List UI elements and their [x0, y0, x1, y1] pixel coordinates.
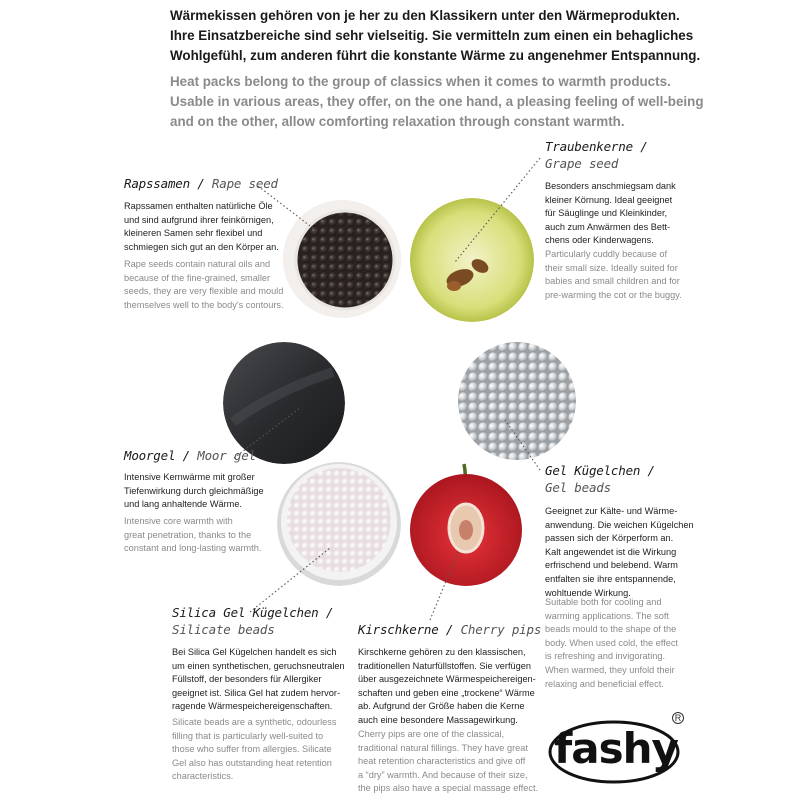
intro-german-line: Ihre Einsatzbereiche sind sehr vielseitig. Sie vermitteln zum einen ein behagliches: [170, 28, 694, 43]
text-line: anwendung. Die weichen Kügelchen: [545, 519, 694, 530]
text-line: ab. Aufgrund der Größe haben die Kerne: [358, 701, 525, 712]
text-line: Füllstoff, der besonders für Allergiker: [172, 674, 322, 685]
grape-seed-title-de: Traubenkerne /: [545, 139, 648, 154]
text-line: those who suffer from allergies. Silicate: [172, 744, 332, 755]
text-line: Particularly cuddly because of: [545, 249, 668, 259]
moor-gel-title-en: Moor gel: [197, 448, 256, 463]
text-line: Tiefenwirkung durch gleichmäßige: [124, 485, 264, 496]
text-line: their small size. Ideally suited for: [545, 262, 678, 273]
text-line: Besonders anschmiegsam dank: [545, 181, 676, 191]
rape-seed-connector: [258, 186, 318, 232]
text-line: wohltuende Wirkung.: [545, 587, 631, 598]
text-line: Kalt angewendet ist die Wirkung: [545, 546, 677, 557]
text-line: warming applications. The soft: [545, 610, 669, 621]
cherry-pips-title-en: Cherry pips: [460, 622, 542, 637]
text-line: Bei Silica Gel Kügelchen handelt es sich: [172, 647, 337, 657]
logo-wordmark: fashy: [554, 724, 678, 773]
text-line: kleiner Körnung. Ideal geeignet: [545, 194, 673, 205]
silicate-beads-title-de: Silica Gel Kügelchen /: [172, 605, 334, 620]
gel-beads-connector: [505, 420, 540, 470]
text-line: relaxing and beneficial effect.: [545, 678, 664, 689]
gel-beads-title-de: Gel Kügelchen /: [545, 463, 655, 478]
text-line: Geeignet zur Kälte- und Wärme-: [545, 506, 678, 516]
text-line: ragende Wärmespeichereigenschaften.: [172, 701, 333, 712]
text-line: passen sich der Körperform an.: [545, 533, 674, 544]
silicate-beads-connector: [250, 548, 330, 612]
intro-english-line: Heat packs belong to the group of classics when it comes to warmth products.: [170, 74, 671, 89]
text-line: für Säuglinge und Kleinkinder,: [545, 208, 668, 219]
text-line: und sind aufgrund ihrer feinkörnigen,: [124, 214, 274, 225]
text-line: über ausgezeichnete Wärmespeichereigen-: [358, 674, 536, 685]
text-line: traditional natural fillings. They have great: [358, 742, 528, 753]
cherry-pips-connector: [430, 552, 458, 620]
text-line: Rape seeds contain natural oils and: [124, 259, 271, 269]
moor-gel-title-de: Moorgel /: [124, 448, 190, 463]
text-line: a “dry” warmth. And because of their size,: [358, 769, 528, 780]
text-line: heat retention characteristics and give off: [358, 756, 526, 767]
text-line: Rapssamen enthalten natürliche Öle: [124, 201, 273, 211]
text-line: traditionellen Naturfüllstoffen. Sie verfügen: [358, 660, 531, 671]
intro-english-line: Usable in various areas, they offer, on the one hand, a pleasing feeling of well-being: [170, 94, 704, 109]
rape-seed-title-de: Rapssamen /: [124, 176, 205, 191]
cherry-pips-title-de: Kirschkerne /: [358, 622, 454, 637]
text-line: Silicate beads are a synthetic, odourless: [172, 717, 337, 727]
text-line: auch eine besondere Massagewirkung.: [358, 714, 518, 725]
text-line: Gel also has outstanding heat retention: [172, 757, 332, 768]
text-line: beads mould to the shape of the: [545, 624, 677, 635]
text-line: babies and small children and for: [545, 276, 680, 287]
text-line: When warmed, they unfold their: [545, 664, 675, 675]
text-line: filling that is particularly well-suited to: [172, 730, 324, 741]
text-line: um einen synthetischen, geruchsneutralen: [172, 660, 345, 671]
text-line: Cherry pips are one of the classical,: [358, 729, 505, 739]
text-line: because of the fine-grained, smaller: [124, 272, 271, 283]
grape-seed-connector: [455, 158, 540, 262]
text-line: geeignet ist. Silica Gel hat zudem hervor-: [172, 687, 341, 698]
intro-german-line: Wärmekissen gehören von je her zu den Klassikern unter den Wärmeprodukten.: [170, 8, 680, 23]
intro-english-line: and on the other, allow comforting relaxation through constant warmth.: [170, 114, 625, 129]
text-line: schaften und geben eine „trockene“ Wärme: [358, 687, 535, 698]
text-line: und lang anhaltende Wärme.: [124, 499, 242, 510]
text-line: seeds, they are very flexible and mould: [124, 286, 284, 297]
text-line: great penetration, thanks to the: [124, 529, 252, 540]
text-line: erfrischend und belebend. Warm: [545, 560, 678, 571]
text-line: Suitable both for cooling and: [545, 597, 662, 607]
rape-seed-title-en: Rape seed: [211, 176, 278, 191]
text-line: Kirschkerne gehören zu den klassischen,: [358, 647, 526, 657]
text-line: Intensive core warmth with: [124, 516, 233, 526]
text-line: schmiegen sich gut an den Körper an.: [124, 241, 279, 252]
moor-gel-connector: [234, 408, 300, 458]
text-line: themselves well to the body's contours.: [124, 299, 284, 310]
text-line: Intensive Kernwärme mit großer: [124, 472, 255, 482]
text-line: chens oder Kinderwagens.: [545, 235, 654, 246]
registered-mark: R: [672, 712, 684, 724]
fashy-logo: [548, 712, 684, 788]
intro-german-line: Wohlgefühl, zum anderen führt die konstante Wärme zu angenehmer Entspannung.: [170, 48, 701, 63]
silicate-beads-title-en: Silicate beads: [172, 622, 275, 637]
text-line: kleineren Samen sehr flexibel und: [124, 228, 263, 239]
text-line: auch zum Anwärmen des Bett-: [545, 221, 671, 232]
text-line: characteristics.: [172, 771, 234, 782]
grape-seed-title-en: Grape seed: [545, 156, 619, 171]
text-line: the pips also have a special massage effect.: [358, 783, 539, 794]
text-line: pre-warming the cot or the buggy.: [545, 289, 682, 300]
gel-beads-title-en: Gel beads: [545, 480, 611, 495]
text-line: is refreshing and invigorating.: [545, 651, 666, 662]
text-line: body. When used cold, the effect: [545, 637, 678, 648]
text-line: entfalten sie ihre entspannende,: [545, 573, 676, 584]
text-line: constant and long-lasting warmth.: [124, 543, 262, 554]
